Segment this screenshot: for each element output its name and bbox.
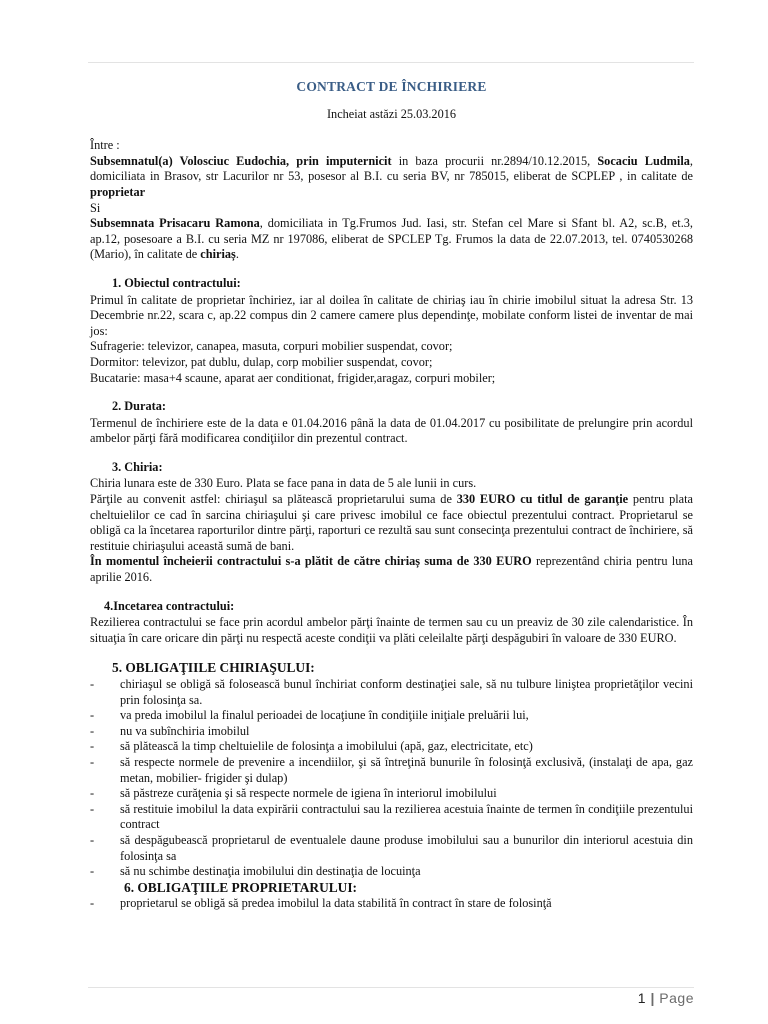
obligation-text: să restituie imobilul la data expirării contractului sau la rezilierea acestuia înainte de termen în condiţiile prezentului contract <box>120 801 693 832</box>
obligation-text: nu va subînchiria imobilul <box>120 723 250 738</box>
list-item <box>90 724 693 740</box>
party-two-details: , domiciliata in Tg.Frumos Jud. Iasi, str. Stefan cel Mare si Sfant bl. A2, sc.B, et.3, ap.12, posesoare a B.I. cu seria MZ nr 197086, eliberat de SPCLEP Tg. Frumos la data de 22.07.2013, tel. 0740530268 (Mario), în calitate de <box>90 216 693 262</box>
guarantee-details: pentru plata cheltuielilor ce cad în sarcina chiriaşului şi care privesc imobilul ce face obiectul prezentului contract. Proprietarul se obligă ca la încetarea raporturilor dintre părţi, raporturi ce rezultă sau sunt consecinţa prezentului contract de închiriere, să restituie chiriaşului această sumă de bani. <box>90 492 694 553</box>
footer-rule <box>88 987 694 988</box>
contract-body <box>90 79 693 912</box>
party-one-role: proprietar <box>90 184 146 199</box>
inventory-item: Dormitor: televizor, pat dublu, dulap, corp mobilier suspendat, covor; <box>90 354 433 369</box>
list-item <box>90 786 693 802</box>
dash-bullet: - <box>90 864 95 879</box>
party-one-text: in baza procurii nr.2894/10.12.2015, <box>391 153 598 168</box>
section-4-heading: 4.Incetarea contractului: <box>104 598 235 613</box>
list-item <box>90 864 693 880</box>
list-item <box>90 896 693 912</box>
list-item <box>90 755 693 786</box>
header-rule <box>88 62 694 63</box>
party-two-paragraph <box>90 216 693 263</box>
list-item <box>90 739 693 755</box>
party-one-proxy-name: Socaciu Ludmila <box>597 153 690 168</box>
obligation-text: să nu schimbe destinaţia imobilului din destinaţia de locuinţa <box>120 864 421 879</box>
section-1-text: Primul în calitate de proprietar închiriez, iar al doilea în calitate de chiriaş iau în chirie imobilul situat la adresa Str. 13 Decembrie nr.22, scara c, ap.22 compus din 2 camere camere plus dependinţe, mobilate conform listei de inventar de mai jos: <box>90 292 693 338</box>
guarantee-amount: 330 EURO cu titlul de garanţie <box>456 492 629 507</box>
party-one-details: , domiciliata in Brasov, str Lacurilor nr 53, posesor al B.I. cu seria BV, nr 785015, eliberat de SCPLEP , in calitate de <box>90 153 693 184</box>
party-two-role: chiriaș <box>200 247 236 262</box>
guarantee-text: Părţile au convenit astfel: chiriaşul sa plătească proprietarului suma de <box>90 492 457 507</box>
dash-bullet: - <box>90 786 95 801</box>
party-two-name: Subsemnata Prisacaru Ramona <box>90 216 260 231</box>
obligation-text: să păstreze curăţenia şi să respecte normele de igiena în interiorul imobilului <box>120 786 497 801</box>
obligation-text: să despăgubească proprietarul de eventualele daune produse imobilului sau a bunurilor din interiorul acestuia din folosinţa sa <box>120 832 693 863</box>
contract-date: Incheiat astăzi 25.03.2016 <box>326 106 457 121</box>
page-number: 1 <box>637 990 647 1006</box>
obligation-text: chiriaşul se obligă să folosească bunul închiriat conform destinaţiei sale, să nu tulbure liniştea proprietăţilor vecini prin folosinţa sa. <box>120 677 693 707</box>
list-item <box>90 802 693 833</box>
obligation-text: va preda imobilul la finalul perioadei de locaţiune în condiţiile iniţiale preluării lui, <box>120 708 529 723</box>
party-one-paragraph <box>90 154 693 201</box>
tenant-obligations-list <box>90 677 693 880</box>
list-item <box>90 708 693 724</box>
dash-bullet: - <box>90 896 95 911</box>
section-2-heading: 2. Durata: <box>112 399 166 414</box>
document-title: CONTRACT DE ÎNCHIRIERE <box>296 79 487 94</box>
inventory-item: Sufragerie: televizor, canapea, masuta, corpuri mobilier suspendat, covor; <box>90 339 453 354</box>
dash-bullet: - <box>90 801 95 816</box>
section-3-payment <box>90 554 693 585</box>
payment-details: reprezentând chiria pentru luna aprilie 2016. <box>90 554 693 585</box>
list-item <box>90 833 693 864</box>
section-3-rent-line: Chiria lunara este de 330 Euro. Plata se face pana in data de 5 ale lunii in curs. <box>90 476 477 491</box>
obligation-text: să respecte normele de prevenire a incendiilor, şi să întreţină bunurile în folosinţă exclusivă, (instalaţi de apa, gaz metan, mobilier- frigider şi dulap) <box>120 754 693 785</box>
inventory-item: Bucatarie: masa+4 scaune, aparat aer conditionat, frigider,aragaz, corpuri mobiler; <box>90 370 496 385</box>
obligation-text: proprietarul se obligă să predea imobilul la data stabilită în contract în stare de folosinţă <box>120 896 552 911</box>
section-1-heading: 1. Obiectul contractului: <box>112 275 241 290</box>
payment-statement: În momentul încheierii contractului s-a plătit de către chiriaș suma de 330 EURO <box>90 554 532 569</box>
footer-separator: | <box>650 990 655 1006</box>
dash-bullet: - <box>90 723 95 738</box>
dash-bullet: - <box>90 739 95 754</box>
dash-bullet: - <box>90 708 95 723</box>
party-one-name: Subsemnatul(a) Volosciuc Eudochia, prin imputernicit <box>90 153 392 168</box>
section-5-heading: 5. OBLIGAŢIILE CHIRIAŞULUI: <box>112 660 315 676</box>
list-item <box>90 677 693 708</box>
section-4-text: Rezilierea contractului se face prin acordul ambelor părţi înainte de termen sau cu un preaviz de 30 zile calendaristice. În situaţia în care oricare din părţi nu respectă aceste condiţii va plăti celeilalte părţi despăgubiri în valoare de 330 EURO. <box>90 615 693 645</box>
dash-bullet: - <box>90 754 95 769</box>
dash-bullet: - <box>90 677 95 691</box>
dash-bullet: - <box>90 832 95 847</box>
section-3-heading: 3. Chiria: <box>112 459 163 474</box>
obligation-text: să plătească la timp cheltuielile de folosinţa a imobilului (apă, gaz, electricitate, etc) <box>120 739 533 754</box>
page-footer <box>638 990 694 1006</box>
intro-between: Între : <box>90 138 120 153</box>
section-6-heading: 6. OBLIGAŢIILE PROPRIETARULUI: <box>124 879 358 895</box>
page-label: Page <box>659 990 694 1006</box>
owner-obligations-list <box>90 896 693 912</box>
section-2-text: Termenul de închiriere este de la data e 01.04.2016 până la data de 01.04.2017 cu posibilitate de prelungire prin acordul ambelor părţi fără modificarea condiţiilor din prezentul contract. <box>90 415 693 446</box>
section-3-guarantee <box>90 492 693 554</box>
party-two-end: . <box>235 247 239 262</box>
intro-and: Si <box>90 200 101 215</box>
